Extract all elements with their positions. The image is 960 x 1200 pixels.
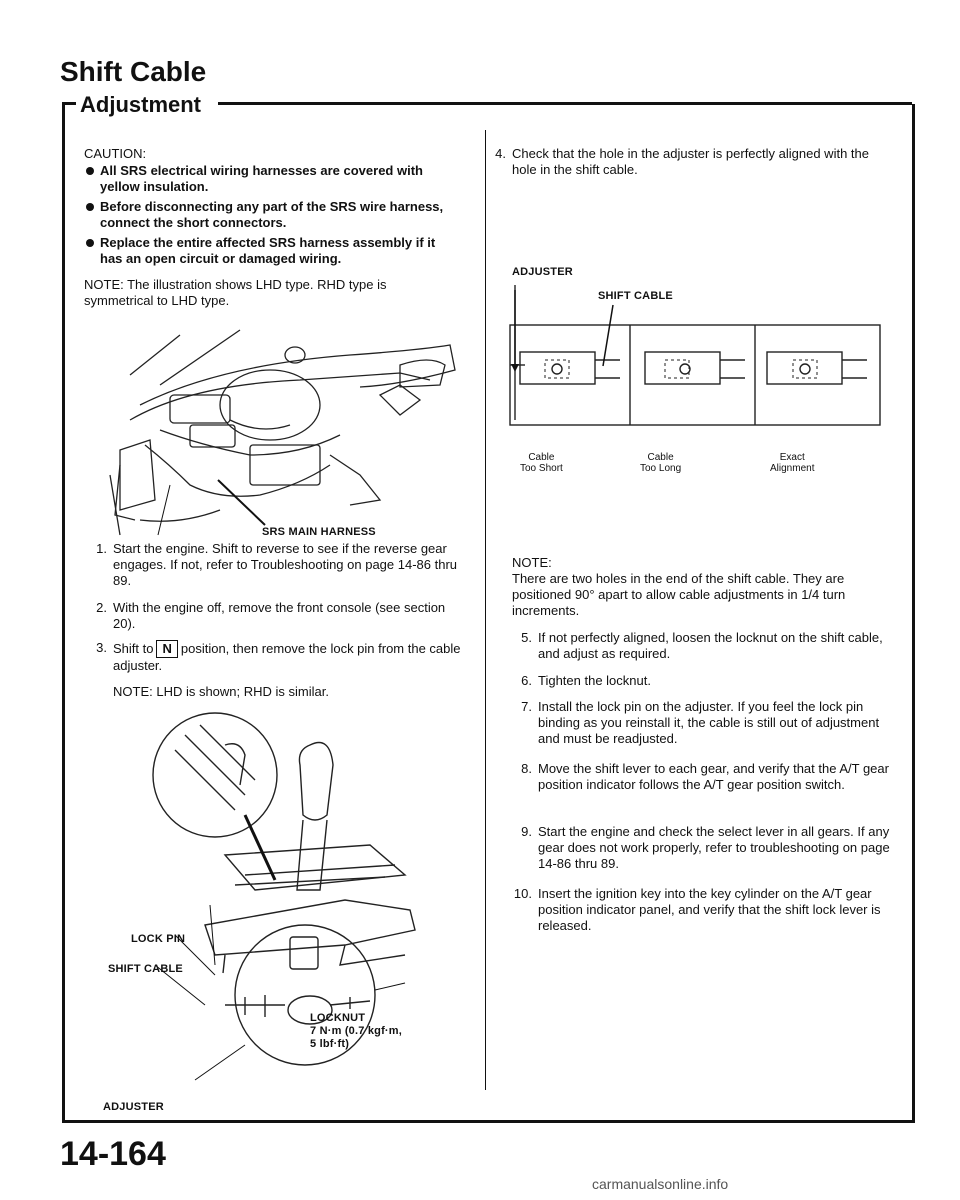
caution-item: Replace the entire affected SRS harness assembly if it has an open circuit or damaged wiring. [100,235,460,267]
shift-lever-illustration [105,705,465,1085]
neutral-key-symbol: N [156,640,177,658]
step-4 [495,146,892,178]
label-adjuster: ADJUSTER [103,1101,164,1113]
step-3 [96,640,463,674]
label-torque-2: 5 lbf·ft) [310,1038,350,1050]
step-number: 4. [495,146,506,161]
leader-line [218,480,265,525]
step-number: 8. [521,761,532,776]
step-text: Start the engine. Shift to reverse to see if the reverse gear engages. If not, refer to Troubleshooting on page 14-86 thru 89. [113,541,458,588]
step-2 [96,600,463,632]
label-lock-pin: LOCK PIN [131,933,186,945]
caption-line: Cable [647,452,674,463]
page-number: 14-164 [60,1135,166,1173]
label-locknut: LOCKNUT [310,1012,366,1024]
step-number: 5. [521,630,532,645]
caption-line: Too Short [520,463,563,474]
step-text-b: position, then remove the lock pin from the cable adjuster. [113,641,461,673]
step-number: 1. [96,541,107,556]
step-number: 6. [521,673,532,688]
step-text: Move the shift lever to each gear, and verify that the A/T gear position indicator follows the A/T gear position switch. [538,761,889,792]
caption-exact-alignment [770,452,814,474]
step-9 [521,824,893,872]
alignment-diagram [505,280,885,430]
note-holes-heading: NOTE: [512,555,552,570]
step-1 [96,541,463,589]
step-text: Start the engine and check the select lever in all gears. If any gear does not work properly, refer to troubleshooting on page 14-86 thru 89. [538,824,890,871]
caution-heading: CAUTION: [84,146,147,161]
step-text: Install the lock pin on the adjuster. If you feel the lock pin binding as you reinstall it, the cable is still out of adjustment and must be readjusted. [538,699,880,746]
label-srs-main-harness: SRS MAIN HARNESS [262,526,376,538]
label-shift-cable-right: SHIFT CABLE [598,290,673,302]
caption-line: Exact [779,452,805,463]
step-number: 9. [521,824,532,839]
dashboard-illustration [100,325,465,540]
step-text: If not perfectly aligned, loosen the locknut on the shift cable, and adjust as required. [538,630,883,661]
section-heading: Adjustment [80,92,201,117]
step-number: 3. [96,640,107,655]
step-text: With the engine off, remove the front console (see section 20). [113,600,446,631]
step-text: Tighten the locknut. [538,673,651,688]
label-shift-cable: SHIFT CABLE [108,963,183,975]
note-lhd: NOTE: LHD is shown; RHD is similar. [113,684,329,699]
caption-line: Too Long [640,463,682,474]
step-7 [521,699,893,747]
caption-cable-too-short [520,452,563,474]
label-adjuster-right: ADJUSTER [512,266,573,278]
watermark: carmanualsonline.info [592,1176,729,1192]
step-text: Check that the hole in the adjuster is perfectly aligned with the hole in the shift cable. [512,146,869,177]
caution-item: Before disconnecting any part of the SRS wire harness, connect the short connectors. [100,199,460,231]
caution-item: All SRS electrical wiring harnesses are covered with yellow insulation. [100,163,460,195]
note-illustration: NOTE: The illustration shows LHD type. RHD type is symmetrical to LHD type. [84,277,387,308]
step-5 [521,630,893,662]
label-torque-1: 7 N·m (0.7 kgf·m, [310,1025,403,1037]
column-divider [485,130,486,1090]
step-number: 2. [96,600,107,615]
step-number: 10. [513,886,532,901]
caption-line: Cable [528,452,555,463]
step-number: 7. [521,699,532,714]
note-holes-text: There are two holes in the end of the shift cable. They are positioned 90° apart to allow cable adjustments in 1/4 turn increments. [512,571,846,618]
caption-line: Alignment [770,463,815,474]
step-text-a: Shift to [113,641,154,656]
step-8 [521,761,893,793]
page-title: Shift Cable [60,56,207,87]
step-10 [513,886,893,934]
step-6 [521,673,893,689]
step-text: Insert the ignition key into the key cylinder on the A/T gear position indicator panel, and verify that the shift lock lever is released. [538,886,881,933]
caption-cable-too-long [640,452,681,474]
